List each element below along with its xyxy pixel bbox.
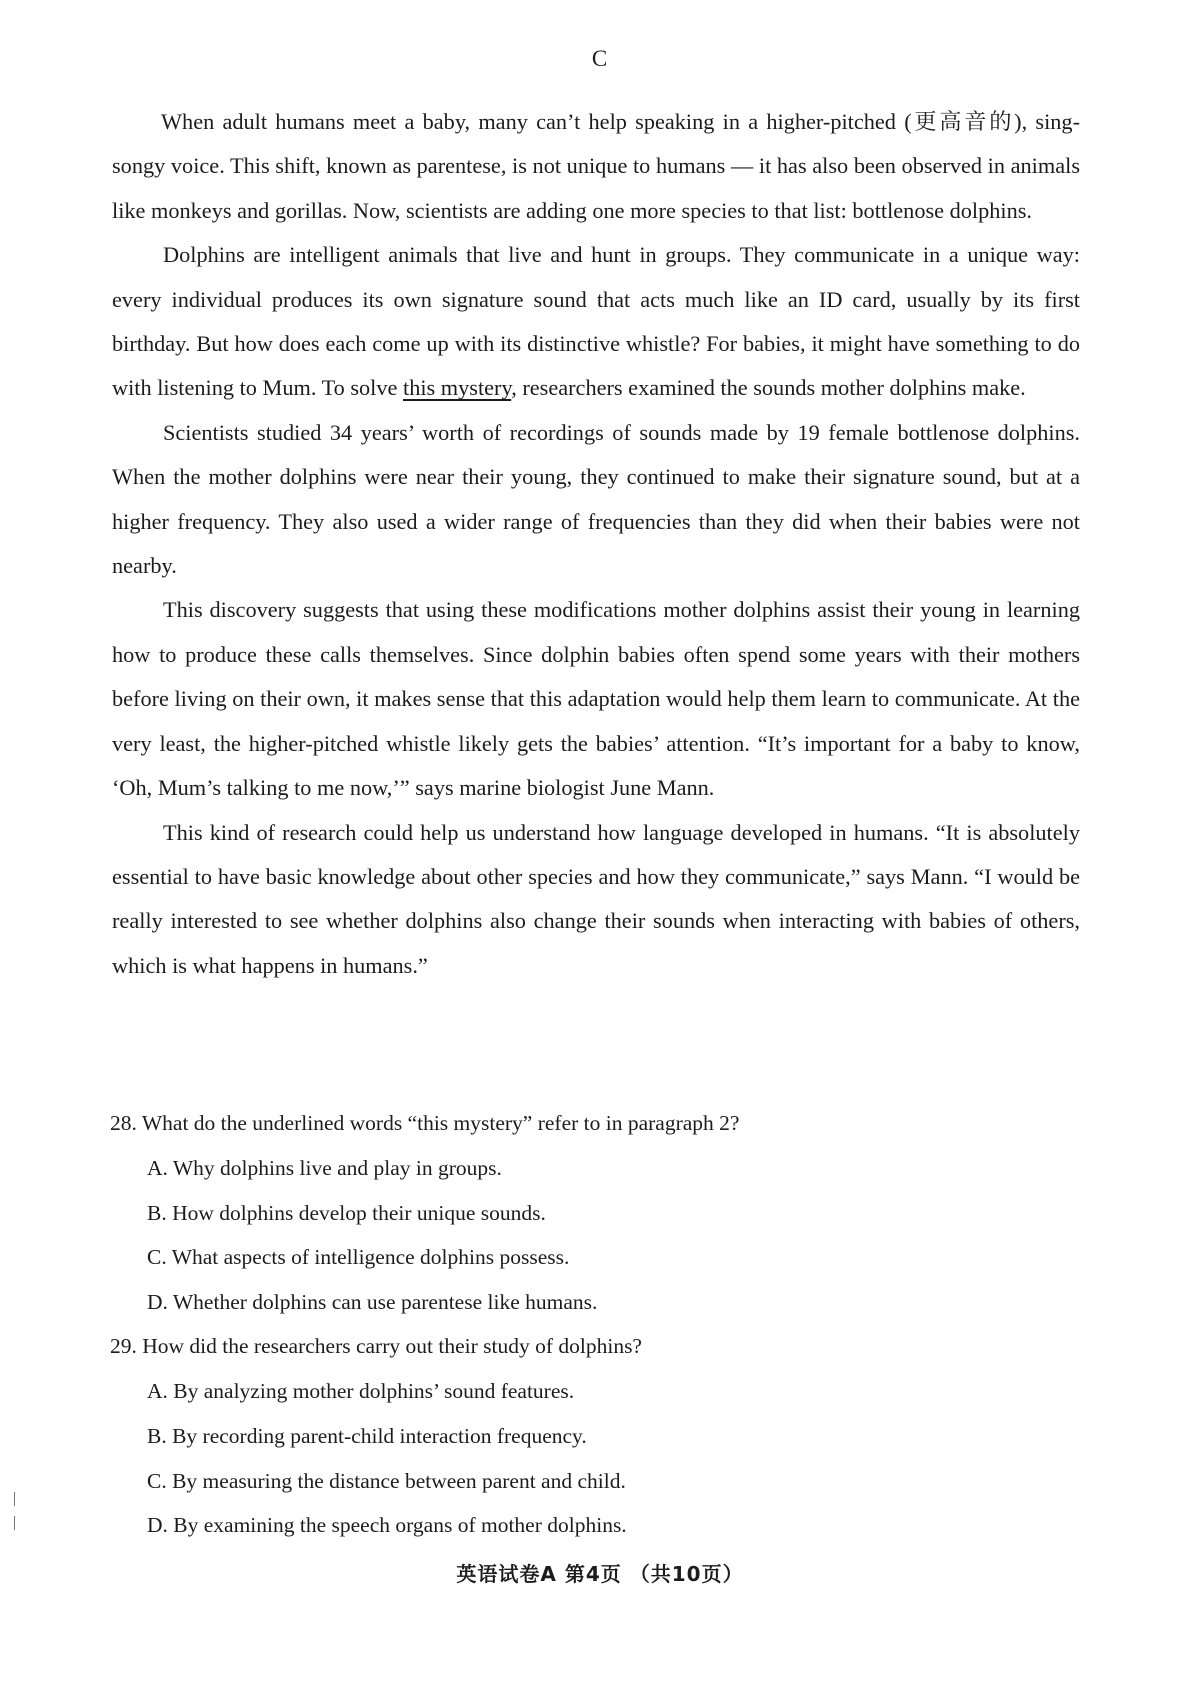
option-c: C. What aspects of intelligence dolphins possess. — [147, 1245, 570, 1270]
paragraph-2 — [112, 233, 1080, 411]
option-a: A. By analyzing mother dolphins’ sound features. — [147, 1379, 575, 1404]
option-b: B. By recording parent-child interaction frequency. — [147, 1423, 587, 1448]
question-29 — [110, 1324, 1078, 1547]
paragraph-5: This kind of research could help us understand how language developed in humans. “It is absolutely essential to have basic knowledge about other species and how they communicate,” says Mann. “I would be really interested to see whether dolphins also change their sounds when interacting with babies of others, which is what happens in humans.” — [112, 819, 1080, 978]
option-b: B. How dolphins develop their unique sounds. — [147, 1200, 546, 1225]
option-d: D. Whether dolphins can use parentese like humans. — [147, 1289, 598, 1314]
paragraph-2-text-a: Dolphins are intelligent animals that live and hunt in groups. They communicate in a unique way: every individual produces its own signature sound that acts much like an ID card, usually by its first birthday. But how does each come up with its distinctive whistle? For babies, it might have something to do with listening to Mum. To solve — [112, 242, 1080, 401]
binding-margin-mark — [14, 1492, 15, 1506]
option-c: C. By measuring the distance between parent and child. — [147, 1468, 626, 1493]
option-a: A. Why dolphins live and play in groups. — [147, 1156, 502, 1180]
option-d: D. By examining the speech organs of mother dolphins. — [147, 1513, 627, 1538]
option-list — [110, 1369, 1078, 1547]
question-stem: 28. What do the underlined words “this mystery” refer to in paragraph 2? — [110, 1111, 740, 1135]
reading-passage — [112, 100, 1080, 988]
question-28 — [110, 1101, 1078, 1324]
page-footer: 英语试卷A 第4页 （共10页） — [456, 1562, 744, 1586]
option-list — [110, 1146, 1078, 1324]
section-letter: C — [591, 46, 609, 71]
paragraph-3: Scientists studied 34 years’ worth of recordings of sounds made by 19 female bottlenose dolphins. When the mother dolphins were near their young, they continued to make their signature sound, but at a higher frequency. They also used a wider range of frequencies than they did when their babies were not nearby. — [112, 419, 1080, 579]
paragraph-4: This discovery suggests that using these modifications mother dolphins assist their young in learning how to produce these calls themselves. Since dolphin babies often spend some years with their mothers before living on their own, it makes sense that this adaptation would help them learn to communicate. At the very least, the higher-pitched whistle likely gets the babies’ attention. “It’s important for a baby to know, ‘Oh, Mum’s talking to me now,’” says marine biologist June Mann. — [112, 597, 1080, 801]
paragraph-1: When adult humans meet a baby, many can’t help speaking in a higher-pitched (更高音的), sing-songy voice. This shift, known as parentese, is not unique to humans — it has also been observed in animals like monkeys and gorillas. Now, scientists are adding one more species to that list: bottlenose dolphins. — [112, 109, 1080, 223]
question-stem: 29. How did the researchers carry out their study of dolphins? — [110, 1334, 642, 1359]
underlined-phrase: this mystery — [403, 375, 512, 401]
paragraph-2-text-b: , researchers examined the sounds mother dolphins make. — [511, 375, 1026, 401]
binding-margin-mark — [14, 1516, 15, 1530]
question-list — [110, 1101, 1078, 1548]
